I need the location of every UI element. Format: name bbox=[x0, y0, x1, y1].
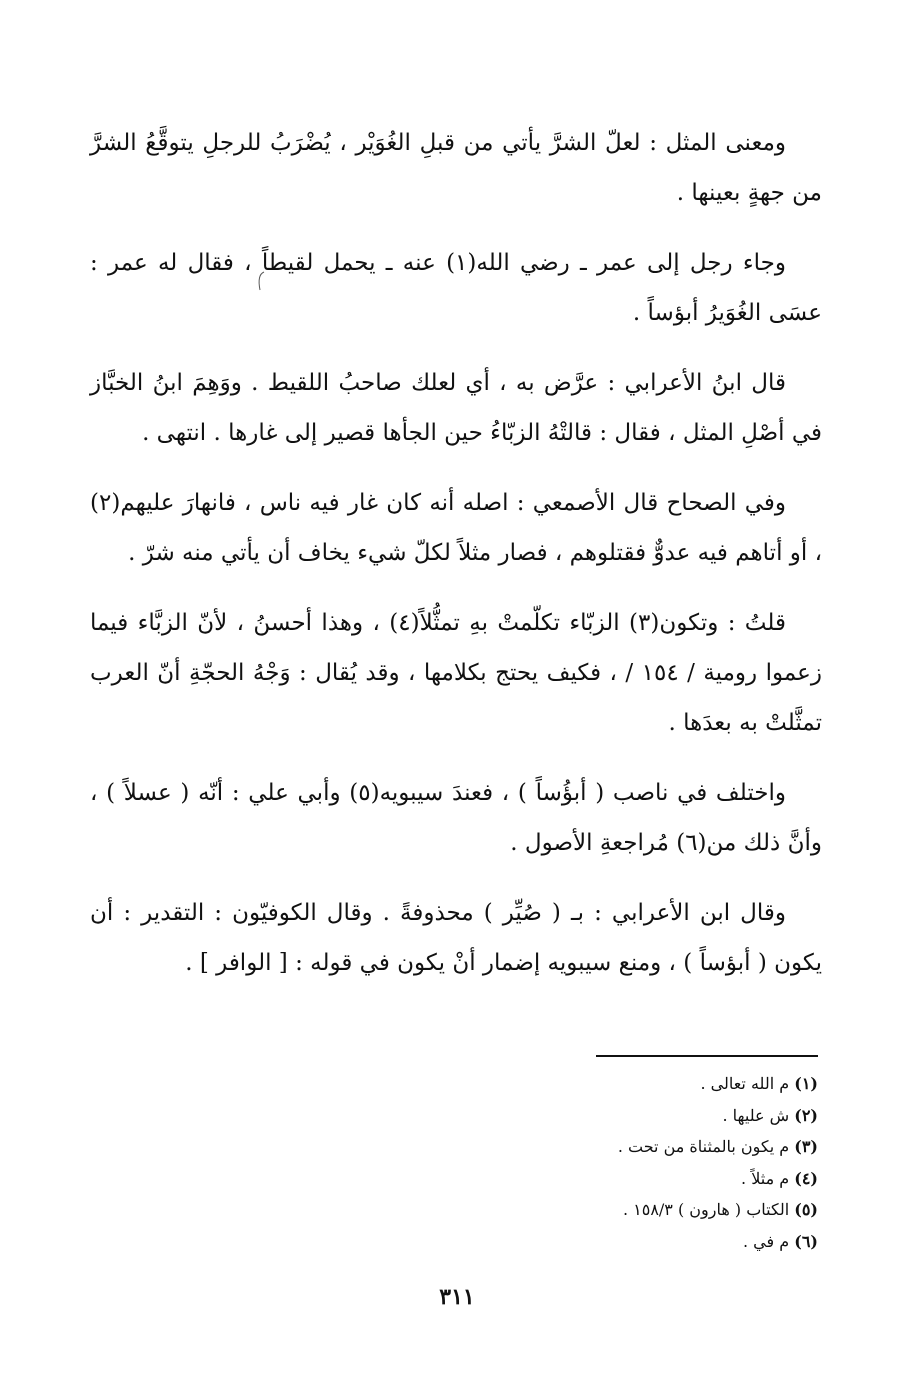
footnote-4 bbox=[358, 1163, 818, 1195]
footnote-text: ش عليها . bbox=[722, 1105, 790, 1125]
footnote-text: م يكون بالمثناة من تحت . bbox=[617, 1137, 790, 1156]
paragraph-7: وقال ابن الأعرابي : بـ ( صُيِّر ) محذوفةً . وقال الكوفيّون : التقدير : أن يكون ( أبؤساً ) ، ومنع سيبويه إضمار أنْ يكون في قوله : [ الوافر ] . bbox=[90, 900, 822, 976]
paragraph-4: وفي الصحاح قال الأصمعي : اصله أنه كان غار فيه ناس ، فانهارَ عليهم(٢) ، أو أتاهم فيه عدوٌّ فقتلوهم ، فصار مثلاً لكلّ شيء يخاف أن يأتي منه شرّ . bbox=[90, 490, 822, 566]
footnote-separator bbox=[596, 1055, 818, 1057]
paragraph-3: قال ابنُ الأعرابي : عرَّض به ، أي لعلك صاحبُ اللقيط . ووَهِمَ ابنُ الخبَّاز في أصْلِ المثل ، فقال : قالتْهُ الزبّاءُ حين الجأها قصير إلى غارها . انتهى . bbox=[90, 370, 822, 446]
footnote-text: م الله تعالى . bbox=[700, 1074, 790, 1093]
footnote-6 bbox=[358, 1226, 818, 1258]
pen-mark bbox=[256, 270, 266, 292]
main-text-body bbox=[90, 118, 822, 1008]
footnote-number: (٥) bbox=[794, 1200, 818, 1219]
footnote-1 bbox=[358, 1068, 818, 1100]
footnote-text: الكتاب ( هارون ) ١٥٨/٣ . bbox=[622, 1200, 790, 1219]
paragraph-2: وجاء رجل إلى عمر ـ رضي الله(١) عنه ـ يحمل لقيطاً ، فقال له عمر : عسَى الغُوَيرُ أبؤساً . bbox=[90, 250, 822, 326]
footnote-text: م في . bbox=[743, 1231, 790, 1251]
paragraph-1: ومعنى المثل : لعلّ الشرَّ يأتي من قبلِ الغُوَيْر ، يُضْرَبُ للرجلِ يتوقَّعُ الشرَّ من جهةٍ بعينها . bbox=[90, 130, 822, 206]
page-number: ٣١١ bbox=[439, 1284, 475, 1310]
footnote-5 bbox=[358, 1194, 818, 1226]
footnote-2 bbox=[358, 1100, 818, 1132]
footnote-3 bbox=[358, 1131, 818, 1163]
footnote-number: (٣) bbox=[794, 1137, 818, 1156]
paragraph-5: قلتُ : وتكون(٣) الزبّاء تكلّمتْ بهِ تمثُّلاً(٤) ، وهذا أحسنُ ، لأنّ الزبَّاء فيما زعموا رومية / ١٥٤ / ، فكيف يحتج بكلامها ، وقد يُقال : وَجْهُ الحجّةِ أنّ العرب تمثَّلتْ به بعدَها . bbox=[90, 610, 823, 736]
footnote-number: (٦) bbox=[794, 1231, 818, 1251]
footnote-number: (١) bbox=[794, 1074, 818, 1093]
footnote-number: (٢) bbox=[794, 1105, 818, 1125]
paragraph-6: واختلف في ناصب ( أبؤُساً ) ، فعندَ سيبويه(٥) وأبي علي : أنّه ( عسلاً ) ، وأنَّ ذلك من(٦) مُراجعةِ الأصول . bbox=[90, 780, 822, 856]
footnotes-section bbox=[358, 1068, 818, 1257]
footnote-number: (٤) bbox=[794, 1168, 818, 1188]
footnote-text: م مثلاً . bbox=[741, 1168, 790, 1188]
